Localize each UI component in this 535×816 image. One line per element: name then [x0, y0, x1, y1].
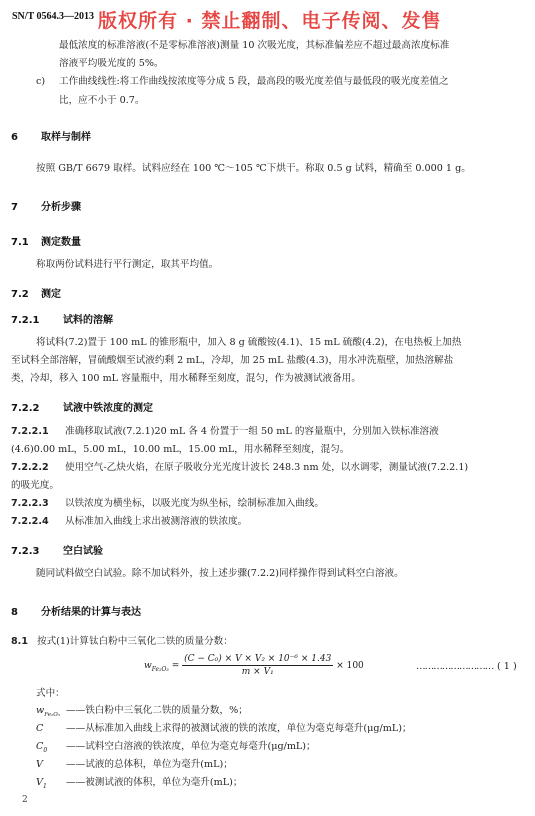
item-c-label: c) — [36, 76, 46, 87]
formula-numerator: (C − C₀) × V × V₂ × 10⁻⁶ × 1.43 — [184, 654, 332, 664]
formula-leader-dots: ……………………… — [416, 661, 494, 672]
section-6-heading — [11, 128, 91, 143]
section-7-2-2-1-line2: (4.6)0.00 mL，5.00 mL，10.00 mL，15.00 mL，用水稀释至刻度，混匀。 — [11, 444, 350, 455]
section-number: 7.2.2 — [11, 403, 40, 414]
section-title: 分析步骤 — [41, 202, 81, 213]
where-desc: ——试液的总体积，单位为毫升(mL)； — [66, 759, 233, 770]
section-7-2-1-heading — [11, 311, 113, 326]
section-title: 试料的溶解 — [63, 315, 113, 326]
formula-equals: = — [171, 661, 180, 671]
clause-text: 从标准加入曲线上求出被测溶液的铁浓度。 — [65, 516, 248, 527]
clause-number: 8.1 — [11, 636, 28, 647]
section-number: 6 — [11, 132, 18, 143]
item-b-line1: 最低浓度的标准溶液(不是零标准溶液)测量 10 次吸光度，其标准偏差应不超过最高浓度标准 — [59, 40, 450, 51]
item-c-line1: 工作曲线线性:将工作曲线按浓度等分成 5 段，最高段的吸光度差值与最低段的吸光度差值之 — [59, 76, 449, 87]
standard-code: SN/T 0564.3—2013 — [12, 11, 95, 22]
section-7-2-2-heading — [11, 399, 153, 414]
section-number: 8 — [11, 607, 18, 618]
clause-text: 按式(1)计算钛白粉中三氧化二铁的质量分数： — [37, 636, 233, 647]
formula-lhs-sub: Fe₂O₃ — [151, 665, 169, 673]
copyright-watermark: 版权所有 · 禁止翻制、电子传阅、发售 — [98, 10, 442, 32]
section-7-2-1-line1: 将试料(7.2)置于 100 mL 的锥形瓶中，加入 8 g 硫酸铵(4.1)、15 mL 硫酸(4.2)，在电热板上加热 — [36, 337, 462, 348]
clause-number: 7.2.2.3 — [11, 498, 49, 509]
page-number: 2 — [22, 795, 28, 805]
item-b-line2: 溶液平均吸光度的 5%。 — [59, 58, 164, 69]
section-7-2-heading — [11, 285, 61, 300]
where-symbol: $V_1$ — [36, 777, 47, 790]
section-7-heading — [11, 198, 81, 213]
section-7-2-3-text: 随同试料做空白试验。除不加试料外，按上述步骤(7.2.2)同样操作得到试料空白溶液。 — [36, 568, 404, 579]
section-number: 7.1 — [11, 237, 29, 248]
formula-times: × 100 — [336, 661, 364, 671]
section-7-2-3-heading — [11, 542, 103, 557]
formula-lhs: w — [144, 661, 152, 671]
section-7-2-1-line3: 类，冷却，移入 100 mL 容量瓶中，用水稀释至刻度，混匀，作为被测试液备用。 — [11, 373, 361, 384]
section-8-heading — [11, 603, 141, 618]
formula-fraction — [182, 654, 333, 677]
section-title: 试液中铁浓度的测定 — [63, 403, 153, 414]
clause-number: 7.2.2.1 — [11, 426, 49, 437]
clause-text: 使用空气-乙炔火焰，在原子吸收分光光度计波长 248.3 nm 处，以水调零，测量试液(7.2.2.1) — [65, 462, 469, 473]
section-number: 7.2.1 — [11, 315, 40, 326]
where-symbol: V — [36, 759, 43, 770]
section-number: 7 — [11, 202, 18, 213]
section-6-text: 按照 GB/T 6679 取样。试料应经在 100 ℃～105 ℃下烘干。称取 0.5 g 试料，精确至 0.000 1 g。 — [36, 163, 471, 174]
section-7-2-2-2-line1 — [11, 459, 468, 477]
section-7-2-2-1-line1 — [11, 423, 439, 441]
formula-1 — [144, 654, 364, 677]
section-8-1-text — [11, 633, 233, 651]
section-7-2-2-3 — [11, 495, 324, 513]
where-desc: ——试料空白溶液的铁浓度，单位为毫克每毫升(μg/mL)； — [66, 741, 316, 752]
formula-number: ( 1 ) — [497, 661, 517, 672]
clause-number: 7.2.2.2 — [11, 462, 49, 473]
formula-denominator: m × V₁ — [241, 667, 274, 677]
section-title: 测定 — [41, 289, 61, 300]
section-number: 7.2 — [11, 289, 29, 300]
section-7-2-2-2-line2: 的吸光度。 — [11, 480, 59, 491]
item-c-line2: 比，应不小于 0.7。 — [59, 95, 145, 106]
section-number: 7.2.3 — [11, 546, 40, 557]
where-desc: ——被测试液的体积，单位为毫升(mL)； — [66, 777, 243, 788]
where-symbol: C — [36, 723, 44, 734]
section-7-2-1-line2: 至试料全部溶解，冒硫酸烟至试液约剩 2 mL，冷却，加 25 mL 盐酸(4.3)，用水冲洗瓶壁，加热溶解盐 — [11, 355, 454, 366]
section-7-2-2-4 — [11, 513, 247, 531]
section-title: 取样与制样 — [41, 132, 91, 143]
section-title: 空白试验 — [63, 546, 103, 557]
where-desc: ——从标准加入曲线上求得的被测试液的铁的浓度，单位为毫克每毫升(μg/mL)； — [66, 723, 412, 734]
where-item — [36, 774, 242, 796]
clause-number: 7.2.2.4 — [11, 516, 49, 527]
section-title: 分析结果的计算与表达 — [41, 607, 141, 618]
clause-text: 以铁浓度为横坐标，以吸光度为纵坐标，绘制标准加入曲线。 — [65, 498, 325, 509]
where-label: 式中： — [36, 688, 65, 699]
section-7-1-text: 称取两份试料进行平行测定，取其平均值。 — [36, 259, 219, 270]
where-desc: ——铁白粉中三氧化二铁的质量分数，%； — [66, 705, 248, 716]
where-symbol: $C_0$ — [36, 741, 48, 754]
clause-text: 准确移取试液(7.2.1)20 mL 各 4 份置于一组 50 mL 的容量瓶中，分别加入铁标准溶液 — [65, 426, 439, 437]
section-title: 测定数量 — [41, 237, 81, 248]
section-7-1-heading — [11, 233, 81, 248]
where-symbol: $w_{Fe_2O_3}$ — [36, 705, 60, 718]
